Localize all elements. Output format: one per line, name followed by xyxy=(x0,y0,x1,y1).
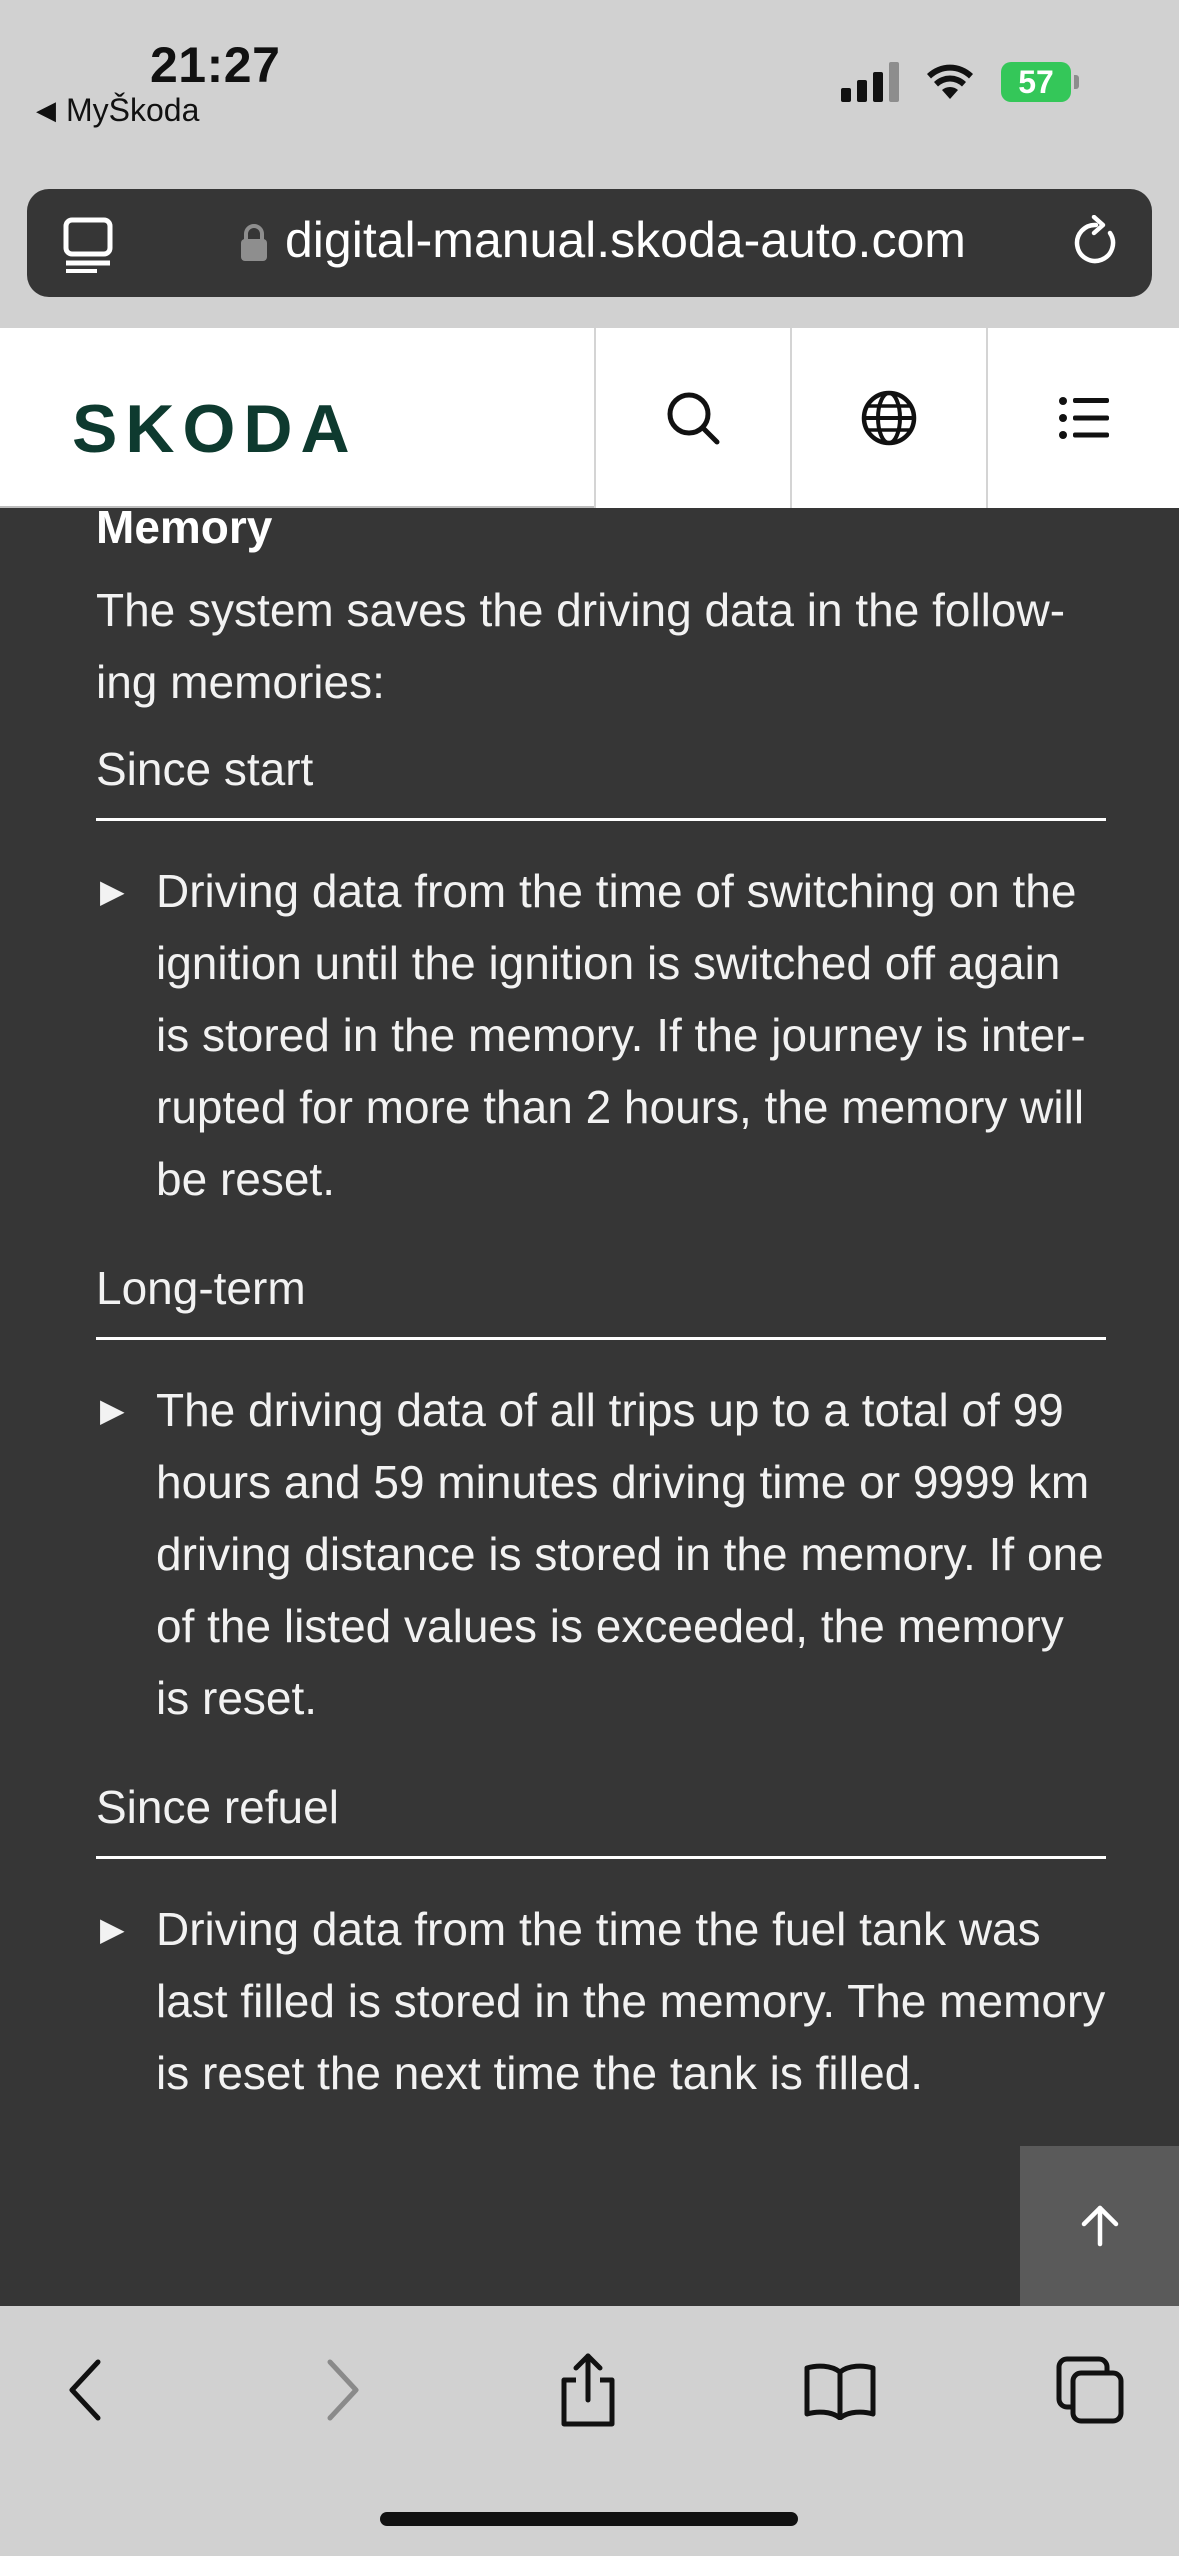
bookmarks-button[interactable] xyxy=(800,2350,880,2430)
tabs-button[interactable] xyxy=(1050,2350,1130,2430)
bookmarks-icon xyxy=(803,2360,877,2420)
menu-button[interactable] xyxy=(986,328,1179,508)
search-icon xyxy=(665,390,721,446)
memory-description: ▶ Driving data from the time the fuel tank was last filled is stored in the memory. The memory is reset the next time the tank is filled. xyxy=(96,1893,1106,2109)
language-button[interactable] xyxy=(790,328,986,508)
globe-icon xyxy=(860,389,918,447)
status-time: 21:27 xyxy=(150,37,281,93)
share-icon xyxy=(556,2352,620,2428)
list-menu-icon xyxy=(1059,396,1109,440)
memory-description: ▶ The driving data of all trips up to a total of 99 hours and 59 minutes driving time or 9999 km driving distance is stored in the memory. If one of the listed values is exceeded, the memory is reset. xyxy=(96,1374,1106,1734)
status-indicators xyxy=(841,62,1079,102)
reload-icon[interactable] xyxy=(1070,215,1122,271)
back-triangle-icon: ◀ xyxy=(36,95,56,125)
scroll-to-top-button[interactable] xyxy=(1020,2146,1179,2306)
chevron-right-icon xyxy=(322,2358,362,2422)
section-title: Memory xyxy=(96,501,273,553)
memory-heading: Since refuel xyxy=(96,1780,1106,1859)
manual-content xyxy=(96,500,1106,2109)
bullet-triangle-icon: ▶ xyxy=(100,1392,125,1428)
home-indicator xyxy=(380,2512,798,2526)
battery-level: 57 xyxy=(1001,62,1071,102)
memory-description: ▶ Driving data from the time of switching on the ignition until the ignition is switched off again is stored in the memory. If the journey is inter-rupted for more than 2 hours, the memory will be reset. xyxy=(96,855,1106,1215)
cellular-signal-icon xyxy=(841,62,899,102)
url-text[interactable]: digital-manual.skoda-auto.com xyxy=(285,212,966,268)
chevron-left-icon xyxy=(66,2358,106,2422)
memory-heading: Since start xyxy=(96,742,1106,821)
bullet-triangle-icon: ▶ xyxy=(100,1911,125,1947)
arrow-up-icon xyxy=(1078,2204,1122,2248)
forward-button[interactable] xyxy=(302,2350,382,2430)
site-header xyxy=(0,328,1179,508)
browser-top-chrome xyxy=(0,0,1179,328)
skoda-logo[interactable]: SKODA xyxy=(72,391,358,467)
lock-icon xyxy=(239,223,269,263)
memory-heading: Long-term xyxy=(96,1261,1106,1340)
back-to-app-link[interactable] xyxy=(36,92,199,129)
share-button[interactable] xyxy=(548,2350,628,2430)
page-menu-icon[interactable] xyxy=(63,217,113,273)
back-app-label: MyŠkoda xyxy=(66,92,200,128)
address-bar[interactable] xyxy=(27,189,1152,297)
tabs-icon xyxy=(1055,2355,1125,2425)
search-button[interactable] xyxy=(594,328,790,508)
battery-icon xyxy=(1001,62,1079,102)
wifi-icon xyxy=(925,63,975,101)
bullet-triangle-icon: ▶ xyxy=(100,873,125,909)
intro-text: The system saves the driving data in the follow-ing memories: xyxy=(96,584,1066,708)
back-button[interactable] xyxy=(46,2350,126,2430)
